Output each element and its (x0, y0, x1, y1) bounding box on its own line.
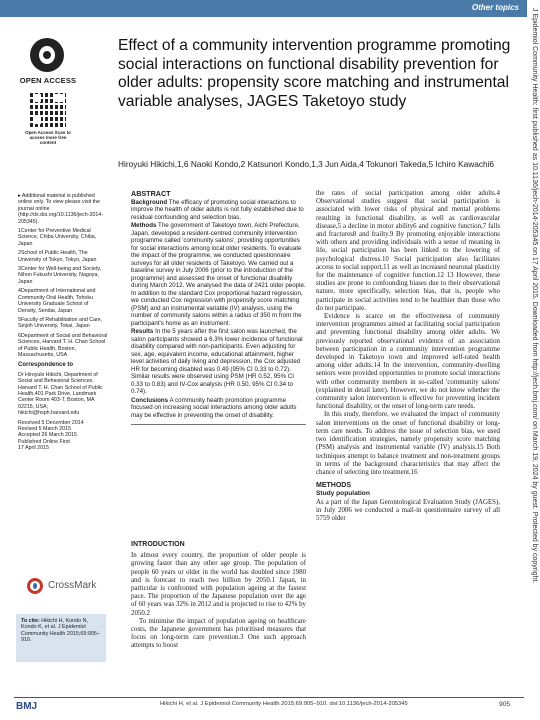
qr-code-icon[interactable] (30, 91, 66, 127)
abstract-conclusions-text: A community health promotion programme focused on increasing social interactions among older adults may be effective in preventing the onset of disability. (131, 396, 297, 419)
introduction-section (131, 541, 306, 651)
body-paragraph-2: Evidence is scarce on the effectiveness of community intervention programmes aimed at facilitating social participation and preventing functional disability among older adults. We previously reported observational evidence of an association between participation in a community intervention programme developed in Taketoyo town and improved self-rated health among older adults.14 In the intervention, community-dwelling seniors were provided opportunities to promote social interactions with other community members in so-called 'community salons' (explained in detail later). However, we do not know whether the community salon intervention is effective for preventing incident functional disability, or the onset of long-term care needs. (316, 313, 500, 411)
cite-text: Hikichi H, Kondo N, Kondo K, et al. J Epidemiol Community Health 2015;69:905–910. (21, 618, 100, 644)
bmj-logo: BMJ (16, 701, 38, 712)
study-population-heading: Study population (316, 490, 370, 498)
side-margin-text[interactable]: J Epidemiol Community Health: first published as 10.1136/jech-2014-205345 on 17 April 2015. Downloaded from http://jech.bmj.com/ on March 19, 2024 by guest. Protected by copyright. (531, 8, 538, 584)
abstract-results-text: In the 5 years after the first salon was launched, the salon participants showed a 6.3% lower incidence of functional disability compared with non-participants. Even adjusting for sex, age, equivalent income, educational attainment, higher level activities of daily living and depression, the Cox adjusted HR for becoming disabled was 0.49 (95% CI 0.33 to 0.72). Similar results were observed using PSM (HR 0.52, 95% CI 0.33 to 0.83) and IV-Cox analysis (HR 0.50, 95% CI 0.34 to 0.74). (131, 328, 303, 395)
methods-paragraph: As a part of the Japan Gerontological Evaluation Study (JAGES), in July 2006 we conducted a mail-in questionnaire survey of all 5759 older (316, 498, 500, 522)
affiliation-2: 2School of Public Health, The University of Tokyo, Tokyo, Japan (18, 250, 97, 263)
crossmark-label: CrossMark (48, 580, 97, 591)
affiliation-3: 3Center for Well-being and Society, Nihon Fukushi University, Nagoya, Japan (18, 266, 102, 285)
body-paragraph-1: the rates of social participation among older adults.4 Observational studies suggest that social participation is associated with lower risks of physical and mental problems resulting in functional disability, as well as cardiovascular disease,5 a decline in motor ability6 and cognitive function,7 falls and fractures8 and frailty.9 By promoting enjoyable interactions with others and providing individuals with a sense of meaning in life, social participation has been linked to the lowering of psychological distress.10 Social participation also facilitates access to social support,11 as well as increased neuronal plasticity for the maintenance of cognitive function.12 13 However, these studies are prone to confounding biases due to their observational nature, more specifically, selection bias, that is, people who participate in social activities tend to be healthier than those who do not participate. (316, 190, 500, 312)
date-revised: Revised 5 March 2015 (18, 426, 71, 432)
abstract-results (131, 328, 306, 396)
introduction-paragraph-1: In almost every country, the proportion of older people is growing faster than any other age group. The population of people 60 years or older in the world has doubled since 1980 and is forecast to reach two billion by 2050.1 Japan, in particular is confronted with population ageing at the fastest pace. The proportion of the Japanese population over the age of 60 years was 32% in 2012 and is projected to rise to 42% by 2050.2 (131, 552, 306, 617)
abstract-conclusions (131, 397, 306, 420)
date-published-label: Published Online First (18, 438, 70, 445)
open-access-label: OPEN ACCESS (19, 76, 77, 85)
affiliation-5: 5Faculty of Rehabilitation and Care, Seijoh University, Tokai, Japan (18, 316, 103, 330)
crossmark-badge[interactable] (27, 578, 95, 596)
correspondence-text[interactable]: Dr Hiroyuki Hikichi, Department of Social and Behavioral Sciences, Harvard T. H. Chan School of Public Health,401 Park Drive, Landmark Center Room 403-T, Boston, MA 02215, USA; hikichi@hsph.harvard.edu (18, 371, 103, 417)
additional-material-note[interactable]: ▸ Additional material is published online only. To view please visit the journal online (http://dx.doi.org/10.1136/jech-2014-205345). (18, 193, 104, 225)
abstract-background-text: The efficacy of promoting social interactions to improve the health of older adults is not fully established due to residual confounding and selection bias. (131, 198, 304, 221)
introduction-paragraph-2: To minimise the impact of population ageing on healthcare costs, the Japanese government has prioritised measures that focus on long-term care prevention.3 One such approach attempts to boost (131, 617, 306, 650)
footer-citation: Hikichi H, et al. J Epidemiol Community Health 2015;69:905–910. doi:10.1136/jech-2014-205345 (160, 701, 408, 707)
crossmark-icon (27, 578, 43, 594)
abstract-methods-text: The government of Taketoyo town, Aichi Prefecture, Japan, developed a resident-centred community intervention programme called 'community salons', providing opportunities for social interactions among local older residents. To evaluate the impact of the programme, we conducted questionnaire surveys for all older residents of Taketoyo. We carried out a baseline survey in July 2006 (prior to the introduction of the programme) and assessed the onset of functional disability during March 2012. We analysed the data of 2421 older people. In addition to the standard Cox proportional hazard regression, we conducted Cox regression with propensity score matching (PSM) and an instrumental variable (IV) analysis, using the number of community salons within a radius of 350 m from the participant's home as an instrument. (131, 222, 306, 327)
abstract-background (131, 199, 306, 222)
right-column (316, 190, 500, 523)
affiliation-4: 4Department of International and Community Oral Health, Tohoku University Graduate School of Density, Sendai, Japan (18, 288, 96, 314)
body-paragraph-3: In this study, therefore, we evaluated the impact of community salon interventions on the onset of functional disability or long-term care needs. To address the issue of selection bias, we used two identification strategies, namely propensity score matching (PSM) analysis and instrumental variable (IV) analysis.15 Both techniques attempt to balance treatment and non-treatment groups in terms of the background characteristics that may affect the chance of selecting into treatment.16 (316, 411, 500, 476)
date-accepted: Accepted 26 March 2015 (18, 432, 77, 439)
cite-box (16, 614, 106, 662)
date-published: 17 April 2015 (18, 445, 49, 452)
abstract-methods (131, 222, 306, 327)
page-number: 905 (499, 701, 510, 708)
cite-heading: To cite: (21, 618, 40, 624)
introduction-heading: INTRODUCTION (131, 541, 185, 548)
abstract-background-label: Background (131, 198, 168, 206)
correspondence-heading: Correspondence to (18, 362, 74, 369)
abstract (131, 190, 306, 425)
footer-divider (14, 697, 524, 698)
article-title: Effect of a community intervention programme promoting social interactions on functional disability prevention for older adults: propensity score matching and instrumental variable analyses, JAGES Taketoyo study (118, 37, 511, 110)
article-authors: Hiroyuki Hikichi,1,6 Naoki Kondo,2 Katsunori Kondo,1,3 Jun Aida,4 Tokunori Takeda,5 Ichiro Kawachi6 (118, 159, 495, 169)
section-label: Other topics (471, 3, 519, 12)
section-header-bar (0, 0, 527, 17)
abstract-results-label: Results (131, 328, 154, 335)
abstract-methods-label: Methods (131, 222, 157, 229)
abstract-conclusions-label: Conclusions (131, 396, 169, 404)
affiliation-6: 6Department of Social and Behavioral Sciences, Harvard T. H. Chan School of Public Health, Boston, Massachusetts, USA (18, 332, 108, 358)
left-notes (18, 193, 108, 455)
open-access-lock-icon (30, 38, 64, 72)
date-received: Received 5 December 2014 (18, 419, 84, 426)
methods-heading: METHODS (316, 482, 351, 490)
side-margin-note (527, 8, 539, 693)
abstract-heading: ABSTRACT (131, 189, 171, 198)
affiliation-1: 1Center for Preventive Medical Science, Chiba University, Chiba, Japan (18, 228, 97, 247)
qr-caption: Open Access Scan to access more free content (25, 130, 71, 145)
